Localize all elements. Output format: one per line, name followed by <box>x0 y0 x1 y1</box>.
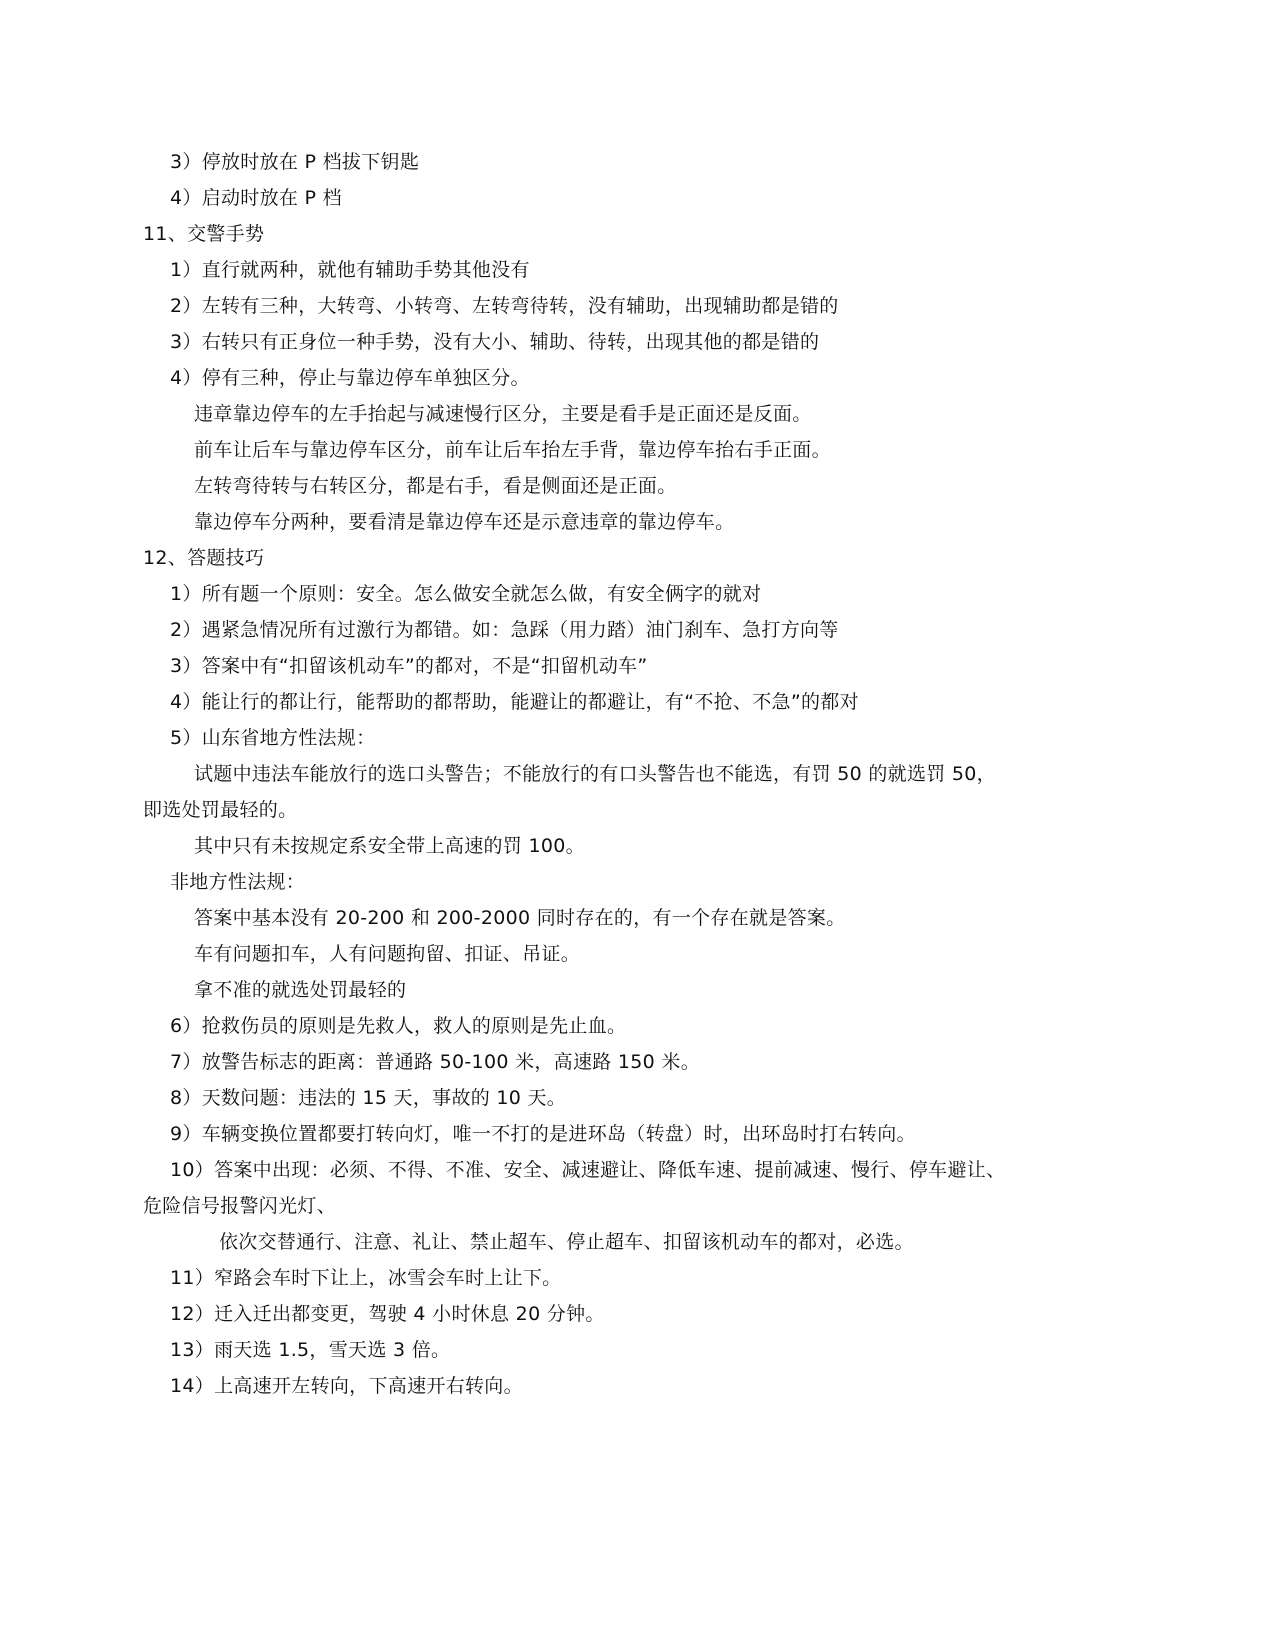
text-line: 7）放警告标志的距离：普通路 50-100 米，高速路 150 米。 <box>170 1051 701 1073</box>
text-line: 拿不准的就选处罚最轻的 <box>194 979 407 1001</box>
text-line: 车有问题扣车，人有问题拘留、扣证、吊证。 <box>194 943 581 965</box>
text-line: 4）启动时放在 P 档 <box>170 187 342 209</box>
text-line: 9）车辆变换位置都要打转向灯，唯一不打的是进环岛（转盘）时，出环岛时打右转向。 <box>170 1123 916 1145</box>
text-line: 即选处罚最轻的。 <box>143 799 298 821</box>
text-line: 其中只有未按规定系安全带上高速的罚 100。 <box>194 835 585 857</box>
text-line: 6）抢救伤员的原则是先救人，救人的原则是先止血。 <box>170 1015 627 1037</box>
text-line: 4）能让行的都让行，能帮助的都帮助，能避让的都避让，有“不抢、不急”的都对 <box>170 691 859 713</box>
text-line: 答案中基本没有 20-200 和 200-2000 同时存在的，有一个存在就是答案。 <box>194 907 846 929</box>
section-heading: 12、答题技巧 <box>143 547 265 569</box>
text-line: 依次交替通行、注意、礼让、禁止超车、停止超车、扣留该机动车的都对，必选。 <box>219 1231 914 1253</box>
text-line: 1）所有题一个原则：安全。怎么做安全就怎么做，有安全俩字的就对 <box>170 583 762 605</box>
text-line: 14）上高速开左转向，下高速开右转向。 <box>170 1375 523 1397</box>
text-line: 12）迁入迁出都变更，驾驶 4 小时休息 20 分钟。 <box>170 1303 605 1325</box>
text-line: 3）答案中有“扣留该机动车”的都对，不是“扣留机动车” <box>170 655 648 677</box>
text-line: 靠边停车分两种，要看清是靠边停车还是示意违章的靠边停车。 <box>194 511 735 533</box>
text-line: 非地方性法规： <box>170 871 306 893</box>
text-line: 前车让后车与靠边停车区分，前车让后车抬左手背，靠边停车抬右手正面。 <box>194 439 831 461</box>
text-line: 8）天数问题：违法的 15 天，事故的 10 天。 <box>170 1087 567 1109</box>
text-line: 2）遇紧急情况所有过激行为都错。如：急踩（用力踏）油门刹车、急打方向等 <box>170 619 839 641</box>
text-line: 10）答案中出现：必须、不得、不准、安全、减速避让、降低车速、提前减速、慢行、停车避让、 <box>170 1159 1006 1181</box>
text-line: 2）左转有三种，大转弯、小转弯、左转弯待转，没有辅助，出现辅助都是错的 <box>170 295 839 317</box>
text-line: 左转弯待转与右转区分，都是右手，看是侧面还是正面。 <box>194 475 677 497</box>
text-line: 1）直行就两种，就他有辅助手势其他没有 <box>170 259 530 281</box>
text-line: 试题中违法车能放行的选口头警告；不能放行的有口头警告也不能选，有罚 50 的就选罚 50， <box>194 763 996 785</box>
text-line: 3）右转只有正身位一种手势，没有大小、辅助、待转，出现其他的都是错的 <box>170 331 820 353</box>
text-line: 13）雨天选 1.5，雪天选 3 倍。 <box>170 1339 451 1361</box>
section-heading: 11、交警手势 <box>143 223 265 245</box>
text-line: 4）停有三种，停止与靠边停车单独区分。 <box>170 367 530 389</box>
text-line: 3）停放时放在 P 档拔下钥匙 <box>170 151 420 173</box>
text-line: 违章靠边停车的左手抬起与减速慢行区分，主要是看手是正面还是反面。 <box>194 403 812 425</box>
text-line: 5）山东省地方性法规： <box>170 727 376 749</box>
text-line: 危险信号报警闪光灯、 <box>143 1195 337 1217</box>
text-line: 11）窄路会车时下让上，冰雪会车时上让下。 <box>170 1267 562 1289</box>
